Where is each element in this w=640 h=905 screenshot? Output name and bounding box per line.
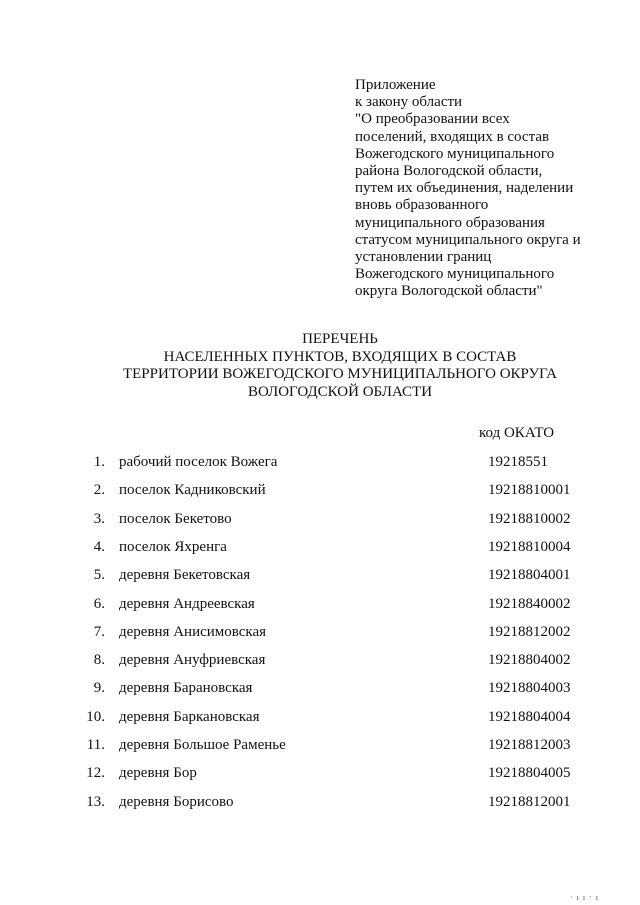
document-heading bbox=[0, 331, 640, 401]
settlement-name: деревня Барановская bbox=[119, 680, 253, 697]
appendix-line: статусом муниципального округа и bbox=[355, 231, 581, 248]
appendix-line: Вожегодского муниципального bbox=[355, 145, 555, 162]
appendix-line: вновь образованного bbox=[355, 197, 489, 214]
appendix-line: округа Вологодской области" bbox=[355, 283, 543, 300]
appendix-line: установлении границ bbox=[355, 249, 492, 266]
appendix-line: муниципального образования bbox=[355, 214, 545, 231]
appendix-line: района Вологодской области, bbox=[355, 163, 543, 180]
list-item bbox=[0, 509, 640, 529]
okato-code: 19218810002 bbox=[488, 510, 571, 527]
settlement-name: деревня Баркановская bbox=[119, 708, 260, 725]
okato-code: 19218804002 bbox=[488, 652, 571, 669]
appendix-line: путем их объединения, наделении bbox=[355, 180, 574, 197]
okato-code: 19218804003 bbox=[488, 680, 571, 697]
settlement-name: деревня Андреевская bbox=[119, 595, 255, 612]
list-item bbox=[0, 650, 640, 670]
settlement-name: деревня Ануфриевская bbox=[119, 652, 266, 669]
item-number: 2. bbox=[93, 482, 105, 499]
settlement-name: поселок Бекетово bbox=[119, 510, 232, 527]
settlement-name: поселок Яхренга bbox=[119, 538, 227, 555]
item-number: 11. bbox=[86, 737, 105, 753]
list-item bbox=[0, 792, 640, 812]
list-item bbox=[0, 480, 640, 500]
appendix-line: Вожегодского муниципального bbox=[355, 266, 555, 283]
item-number: 12. bbox=[86, 765, 105, 782]
okato-code-header: код ОКАТО bbox=[479, 425, 555, 441]
okato-code: 19218840002 bbox=[488, 595, 571, 612]
list-item bbox=[0, 452, 640, 472]
okato-code: 19218812003 bbox=[488, 737, 571, 753]
appendix-line: поселений, входящих в состав bbox=[355, 128, 550, 145]
item-number: 10. bbox=[86, 708, 105, 725]
list-item bbox=[0, 763, 640, 783]
heading-title: ПЕРЕЧЕНЬ bbox=[302, 331, 378, 347]
item-number: 9. bbox=[93, 680, 105, 697]
heading-line: ВОЛОГОДСКОЙ ОБЛАСТИ bbox=[247, 383, 433, 400]
item-number: 8. bbox=[93, 652, 105, 669]
okato-code: 19218551 bbox=[488, 454, 548, 470]
okato-code: 19218812002 bbox=[488, 623, 571, 640]
okato-code: 19218812001 bbox=[488, 793, 571, 810]
footer-marks: · ı ı · ı bbox=[570, 893, 599, 902]
list-item bbox=[0, 735, 640, 755]
okato-code: 19218810001 bbox=[488, 482, 571, 499]
settlement-name: деревня Анисимовская bbox=[119, 623, 267, 640]
list-item bbox=[0, 537, 640, 557]
item-number: 13. bbox=[86, 793, 105, 810]
settlement-name: рабочий поселок Вожега bbox=[119, 454, 278, 470]
settlement-name: поселок Кадниковский bbox=[119, 482, 266, 499]
okato-code: 19218804001 bbox=[488, 567, 571, 584]
settlement-name: деревня Борисово bbox=[119, 793, 234, 810]
list-item bbox=[0, 565, 640, 585]
list-item bbox=[0, 594, 640, 614]
appendix-line: "О преобразовании всех bbox=[355, 111, 510, 128]
okato-code: 19218810004 bbox=[488, 538, 571, 555]
item-number: 4. bbox=[93, 538, 105, 555]
appendix-block bbox=[355, 77, 635, 301]
settlement-name: деревня Большое Раменье bbox=[119, 737, 286, 753]
appendix-line: к закону области bbox=[355, 94, 463, 111]
heading-line: ТЕРРИТОРИИ ВОЖЕГОДСКОГО МУНИЦИПАЛЬНОГО ОКРУГА bbox=[122, 366, 557, 382]
appendix-line: Приложение bbox=[355, 77, 436, 93]
list-item bbox=[0, 622, 640, 642]
settlement-name: деревня Бекетовская bbox=[119, 567, 251, 584]
item-number: 3. bbox=[93, 510, 105, 527]
item-number: 7. bbox=[93, 623, 105, 640]
list-item bbox=[0, 707, 640, 727]
item-number: 5. bbox=[93, 567, 105, 584]
item-number: 6. bbox=[93, 595, 105, 612]
list-item bbox=[0, 678, 640, 698]
heading-line: НАСЕЛЕННЫХ ПУНКТОВ, ВХОДЯЩИХ В СОСТАВ bbox=[163, 348, 517, 365]
okato-code: 19218804004 bbox=[488, 708, 571, 725]
settlement-name: деревня Бор bbox=[119, 765, 197, 782]
okato-code: 19218804005 bbox=[488, 765, 571, 782]
item-number: 1. bbox=[93, 454, 105, 470]
